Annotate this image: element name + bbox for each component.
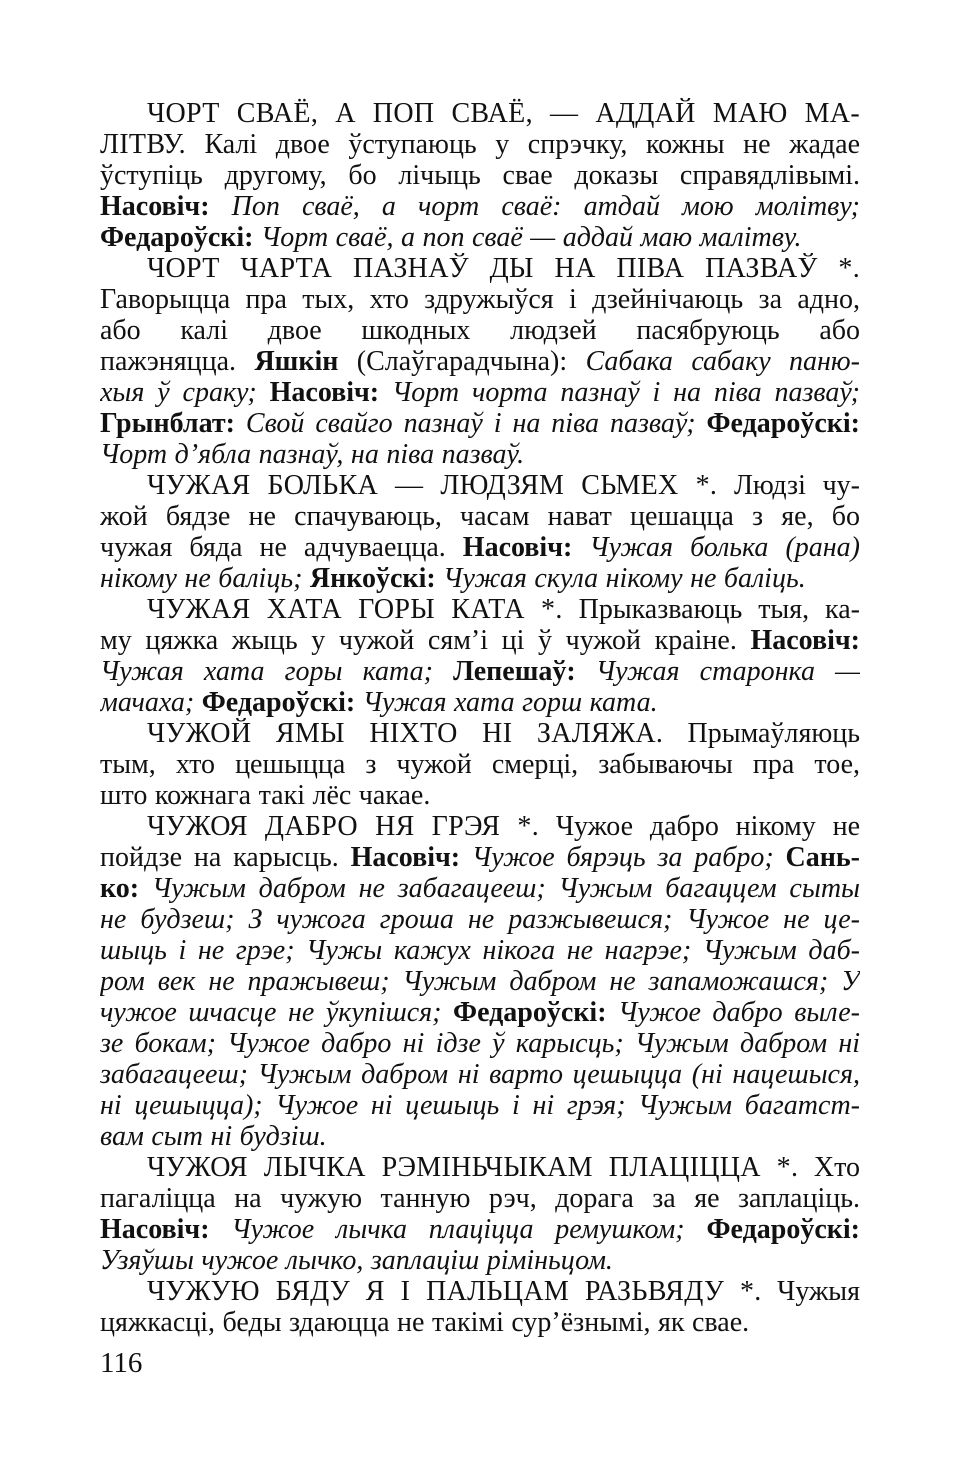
text-line [100, 501, 860, 532]
text-run: Насовіч: [350, 842, 461, 873]
text-line [100, 1214, 860, 1245]
entry-paragraph [100, 811, 860, 1152]
text-line [100, 532, 860, 563]
text-run: чужая бяда не адчуваецца. [100, 532, 463, 563]
text-line [100, 749, 860, 780]
text-run: тым, хто цешыцца з чужой смерці, забываючы пра тое, [100, 749, 860, 780]
text-line [100, 253, 860, 284]
text-line [100, 1307, 860, 1338]
text-run: вам сыт ні будзіш. [100, 1121, 327, 1152]
text-run: Насовіч: [750, 625, 860, 656]
entry-paragraph [100, 470, 860, 594]
text-run: Чужая болька (рана) [572, 532, 860, 563]
text-run: Чужым дабром не забагацееш; Чужым багаццем сыты [139, 873, 860, 904]
text-run: Чужая хата горш ката. [355, 687, 658, 718]
text-line [100, 1183, 860, 1214]
text-run: ЧОРТ ЧАРТА ПАЗНАЎ ДЫ НА ПІВА ПАЗВАЎ *. [147, 253, 860, 284]
text-line [100, 284, 860, 315]
text-run: што кожнага такі лёс чакае. [100, 780, 431, 811]
text-run: зе бокам; Чужое дабро ні ідзе ў карысць; Чужым дабром ні [100, 1028, 860, 1059]
text-run: нікому не баліць; [100, 563, 310, 594]
text-run: Прымаўляюць [663, 718, 860, 749]
text-run: ром век не пражывеш; Чужым дабром не запаможашся; У [100, 966, 860, 997]
text-run: Чужая старонка — [575, 656, 860, 687]
text-run: або калі двое шкодных людзей пасябруюць або [100, 315, 860, 346]
text-line [100, 780, 860, 811]
text-run: мачаха; [100, 687, 202, 718]
text-run: не будзеш; З чужога гроша не разжывешся; Чужое не це- [100, 904, 860, 935]
text-line [100, 842, 860, 873]
text-run: Федароўскі: [706, 408, 860, 439]
text-run: ЧУЖАЯ БОЛЬКА — ЛЮДЗЯМ СЬМЕХ *. [147, 470, 718, 501]
entry-paragraph [100, 98, 860, 253]
text-run: Федароўскі: [706, 1214, 860, 1245]
text-run: пагаліцца на чужую танную рэч, дорага за яе заплаціць. [100, 1183, 860, 1214]
text-run: Федароўскі: [201, 687, 356, 718]
text-run: ні цешыцца); Чужое ні цешыць і ні грэя; Чужым багатст- [100, 1090, 860, 1121]
text-run: пойдзе на карысць. [100, 842, 351, 873]
text-run: Чужая хата горы ката; [100, 656, 454, 687]
text-run: ЛІТВУ. [100, 129, 186, 160]
text-line [100, 470, 860, 501]
text-line [100, 966, 860, 997]
text-run: ко: [100, 873, 140, 904]
text-run: Людзі чу- [717, 470, 860, 501]
text-run: Яшкін [254, 346, 339, 377]
text-run: ЧУЖОЙ ЯМЫ НІХТО НІ ЗАЛЯЖА. [147, 718, 664, 749]
text-line [100, 377, 860, 408]
text-run: Поп сваё, а чорт сваё: атдай мою молітву; [209, 191, 860, 222]
text-run: цяжкасці, беды здаюцца не такімі сур’ёзнымі, як свае. [100, 1307, 750, 1338]
text-line [100, 656, 860, 687]
text-run: Чужыя [761, 1276, 860, 1307]
text-run: Лепешаў: [453, 656, 576, 687]
text-run: ЧУЖАЯ ХАТА ГОРЫ КАТА *. [147, 594, 563, 625]
text-run: Чужое дабро выле- [606, 997, 860, 1028]
text-run: Насовіч: [100, 191, 210, 222]
text-run: Федароўскі: [100, 222, 254, 253]
text-line [100, 408, 860, 439]
text-run: шыць і не грэе; Чужы кажух нікога не нагрэе; Чужым даб- [100, 935, 860, 966]
text-line [100, 160, 860, 191]
text-run: Сань- [785, 842, 860, 873]
text-run: Насовіч: [100, 1214, 210, 1245]
text-run: Калі двое ўступаюць у спрэчку, кожны не жадае [185, 129, 860, 160]
text-line [100, 191, 860, 222]
text-run: чужое шчасце не ўкупішся; [100, 997, 454, 1028]
text-line [100, 935, 860, 966]
text-line [100, 1090, 860, 1121]
text-run: ЧОРТ СВАЁ, А ПОП СВАЁ, — АДДАЙ МАЮ МА- [147, 98, 860, 129]
text-run: Федароўскі: [453, 997, 607, 1028]
text-line [100, 687, 860, 718]
entry-paragraph [100, 718, 860, 811]
text-run: Чужая скула нікому не баліць. [435, 563, 806, 594]
text-run: (Слаўгарадчына): [338, 346, 586, 377]
text-line [100, 1059, 860, 1090]
text-run: Прыказваюць тыя, ка- [562, 594, 860, 625]
text-run: Грынблат: [100, 408, 235, 439]
text-line [100, 1028, 860, 1059]
text-line [100, 625, 860, 656]
text-run: ЧУЖУЮ БЯДУ Я І ПАЛЬЦАМ РАЗЬВЯДУ *. [147, 1276, 762, 1307]
text-line [100, 1245, 860, 1276]
text-line [100, 563, 860, 594]
text-run: Узяўшы чужое лычко, заплаціш ріміньцом. [100, 1245, 613, 1276]
text-line [100, 346, 860, 377]
text-line [100, 98, 860, 129]
text-run: му цяжка жыць у чужой сям’і ці ў чужой краіне. [100, 625, 751, 656]
text-line [100, 594, 860, 625]
text-line [100, 129, 860, 160]
text-run: Насовіч: [269, 377, 380, 408]
text-run: ўступіць другому, бо лічыць свае доказы справядлівымі. [100, 160, 860, 191]
text-run: Свой свайго пазнаў і на піва пазваў; [234, 408, 707, 439]
text-run: Чорт сваё, а поп сваё — аддай маю малітву. [253, 222, 802, 253]
entry-paragraph [100, 1152, 860, 1276]
entry-paragraph [100, 1276, 860, 1338]
text-run: пажэняцца. [100, 346, 255, 377]
text-block [100, 98, 860, 1338]
text-line [100, 315, 860, 346]
text-run: Насовіч: [462, 532, 573, 563]
text-run: ЧУЖОЯ ЛЫЧКА РЭМІНЬЧЫКАМ ПЛАЦІЦЦА *. [147, 1152, 799, 1183]
text-line [100, 222, 860, 253]
text-run: Хто [798, 1152, 860, 1183]
text-run: Янкоўскі: [309, 563, 436, 594]
text-run: Чужое лычка плаціцца ремушком; [209, 1214, 707, 1245]
text-run: Чужое дабро нікому не [539, 811, 860, 842]
text-line [100, 718, 860, 749]
page-number: 116 [100, 1347, 143, 1379]
text-line [100, 873, 860, 904]
text-line [100, 1121, 860, 1152]
entry-paragraph [100, 253, 860, 470]
text-run: Чорт чорта пазнаў і на піва пазваў; [379, 377, 860, 408]
text-run: хыя ў сраку; [100, 377, 270, 408]
entry-paragraph [100, 594, 860, 718]
text-run: Чорт д’ябла пазнаў, на піва пазваў. [100, 439, 525, 470]
text-run: Сабака сабаку паню- [585, 346, 860, 377]
text-line [100, 1152, 860, 1183]
text-line [100, 904, 860, 935]
text-line [100, 997, 860, 1028]
text-line [100, 439, 860, 470]
text-run: Гаворыцца пра тых, хто здружыўся і дзейнічаюць за адно, [100, 284, 860, 315]
text-run: жой бядзе не спачуваюць, часам нават цешацца з яе, бо [100, 501, 860, 532]
text-run: забагацееш; Чужым дабром ні варто цешыцца (ні нацешыся, [100, 1059, 860, 1090]
text-line [100, 1276, 860, 1307]
text-run: ЧУЖОЯ ДАБРО НЯ ГРЭЯ *. [147, 811, 540, 842]
text-line [100, 811, 860, 842]
text-run: Чужое бярэць за рабро; [460, 842, 786, 873]
